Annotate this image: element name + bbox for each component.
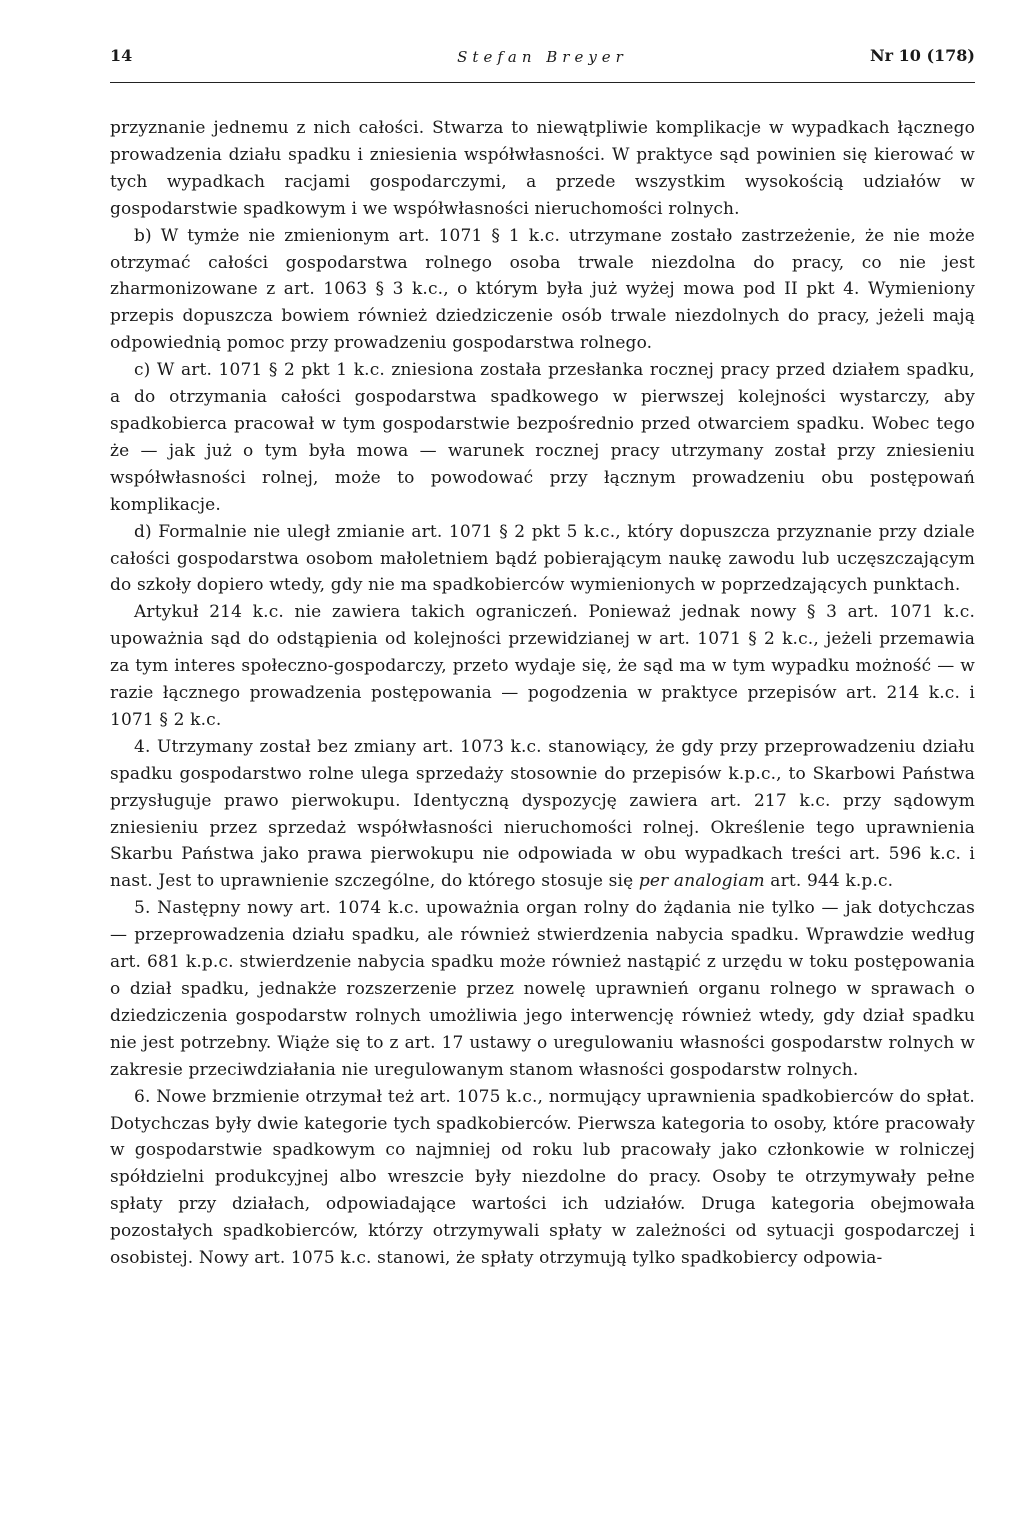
body-text [110, 115, 975, 1272]
author-name: Stefan Breyer [457, 48, 628, 66]
paragraph-section-4 [110, 734, 975, 895]
document-page [110, 36, 975, 1272]
paragraph-section-6: 6. Nowe brzmienie otrzymał też art. 1075 k.c., normujący uprawnienia spadkobierców do spłat. Dotychczas były dwie kategorie tych spadkobierców. Pierwsza kategoria to osoby, które pracowały w gospodarstwie spadkowym co najmniej od roku lub pracowały jako członkowie w rolniczej spółdzielni produkcyjnej albo wreszcie były niezdolne do pracy. Osoby te otrzymywały pełne spłaty przy działach, odpowiadające wartości ich udziałów. Druga kategoria obejmowała pozostałych spadkobierców, którzy otrzymywali spłaty w zależności od sytuacji gospodarczej i osobistej. Nowy art. 1075 k.c. stanowi, że spłaty otrzymują tylko spadkobiercy odpowia- [110, 1086, 975, 1269]
paragraph-point-d: d) Formalnie nie uległ zmianie art. 1071 § 2 pkt 5 k.c., który dopuszcza przyznanie przy dziale całości gospodarstwa osobom małoletniem bądź pobierającym naukę zawodu lub uczęszczającym do szkoły dopiero wtedy, gdy nie ma spadkobierców wymienionych w poprzedzających punktach. [110, 521, 975, 596]
latin-phrase: per analogiam [638, 871, 765, 892]
paragraph-continuation: przyznanie jednemu z nich całości. Stwarza to niewątpliwie komplikacje w wypadkach łącznego prowadzenia działu spadku i zniesienia współwłasności. W praktyce sąd powinien się kierować w tych wypadkach racjami gospodarczymi, a przede wszystkim wysokością udziałów w gospodarstwie spadkowym i we współwłasności nieruchomości rolnych. [110, 118, 975, 219]
page-number: 14 [110, 46, 133, 65]
paragraph-article-214: Artykuł 214 k.c. nie zawiera takich ograniczeń. Ponieważ jednak nowy § 3 art. 1071 k.c. upoważnia sąd do odstąpienia od kolejności przewidzianej w art. 1071 § 2 k.c., jeżeli przemawia za tym interes społeczno-gospodarczy, przeto wydaje się, że sąd ma w tym wypadku możność — w razie łącznego prowadzenia postępowania — pogodzenia w praktyce przepisów art. 214 k.c. i 1071 § 2 k.c. [110, 602, 975, 730]
running-header [110, 36, 975, 83]
paragraph-section-5: 5. Następny nowy art. 1074 k.c. upoważnia organ rolny do żądania nie tylko — jak dotychczas — przeprowadzenia działu spadku, ale również stwierdzenia nabycia spadku. Wprawdzie według art. 681 k.p.c. stwierdzenie nabycia spadku może również nastąpić z urzędu w toku postępowania o dział spadku, jednakże rozszerzenie przez nowelę uprawnień organu rolnego w sprawach o dziedziczenia gospodarstw rolnych umożliwia jego interwencję również wtedy, gdy dział spadku nie jest potrzebny. Wiąże się to z art. 17 ustawy o uregulowaniu własności gospodarstw rolnych w zakresie przeciwdziałania nie uregulowanym stanom własności gospodarstw rolnych. [110, 898, 975, 1080]
paragraph-point-b: b) W tymże nie zmienionym art. 1071 § 1 k.c. utrzymane zostało zastrzeżenie, że nie może otrzymać całości gospodarstwa rolnego osoba trwale niezdolna do pracy, co nie jest zharmonizowane z art. 1063 § 3 k.c., o którym była już wyżej mowa pod II pkt 4. Wymieniony przepis dopuszcza bowiem również dziedziczenie osób trwale niezdolnych do pracy, jeżeli mają odpowiednią pomoc przy prowadzeniu gospodarstwa rolnego. [110, 225, 975, 354]
section-4-tail: art. 944 k.p.c. [764, 871, 894, 892]
paragraph-point-c: c) W art. 1071 § 2 pkt 1 k.c. zniesiona została przesłanka rocznej pracy przed działem spadku, a do otrzymania całości gospodarstwa spadkowego w pierwszej kolejności wystarczy, aby spadkobierca pracował w tym gospodarstwie bezpośrednio przed otwarciem spadku. Wobec tego że — jak już o tym była mowa — warunek rocznej pracy utrzymany został przy zniesieniu współwłasności rolnej, może to powodować przy łącznym prowadzeniu obu postępowań komplikacje. [110, 360, 975, 515]
issue-number: Nr 10 (178) [870, 46, 975, 65]
section-4-text: 4. Utrzymany został bez zmiany art. 1073 k.c. stanowiący, że gdy przy przeprowadzeniu działu spadku gospodarstwo rolne ulega sprzedaży stosownie do przepisów k.p.c., to Skarbowi Państwa przysługuje prawo pierwokupu. Identyczną dyspozycję zawiera art. 217 k.c. przy sądowym zniesieniu przez sprzedaż współwłasności nieruchomości rolnej. Określenie tego uprawnienia Skarbu Państwa jako prawa pierwokupu nie odpowiada w obu wypadkach treści art. 596 k.c. i nast. Jest to uprawnienie szczególne, do którego stosuje się [110, 736, 975, 892]
